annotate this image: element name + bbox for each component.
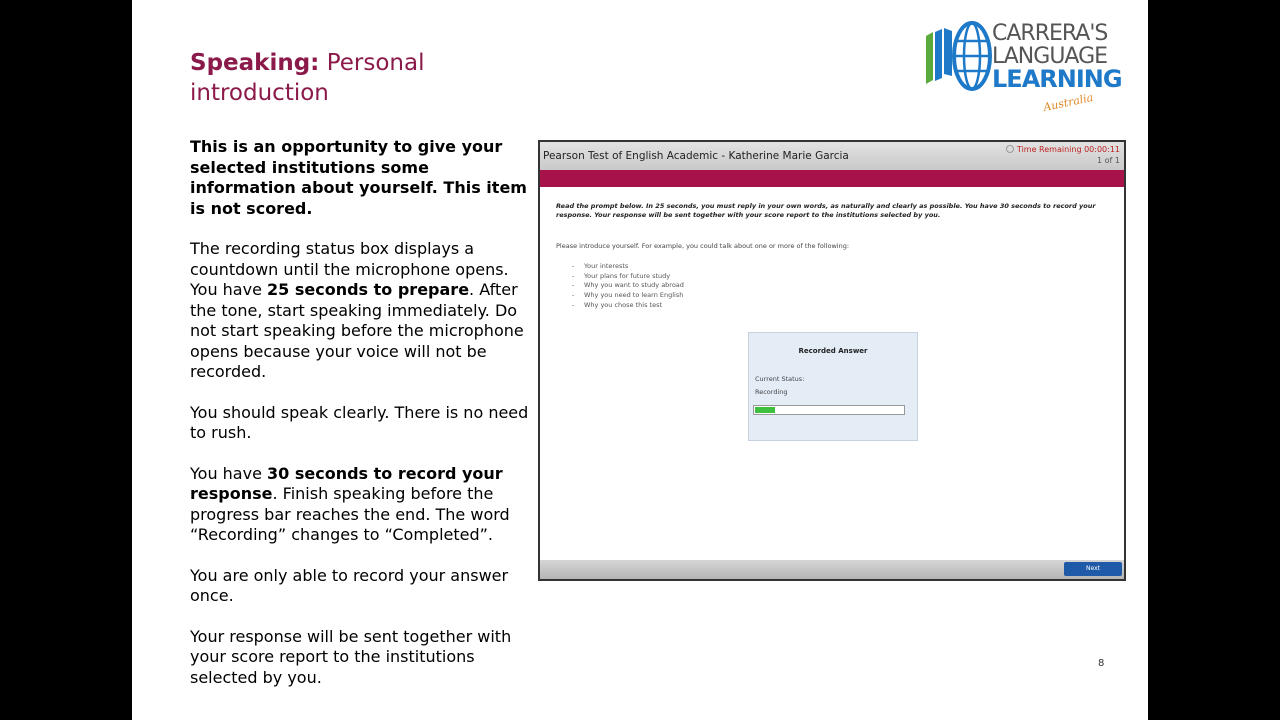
test-prompt: Please introduce yourself. For example, you could talk about one or more of the following: bbox=[556, 242, 850, 250]
slide-body bbox=[190, 137, 535, 708]
recorded-answer-box bbox=[748, 332, 918, 441]
list-item: - Why you need to learn English bbox=[584, 291, 684, 301]
topic-list bbox=[584, 262, 684, 311]
test-footer bbox=[540, 560, 1124, 579]
list-item: - Why you chose this test bbox=[584, 301, 684, 311]
page-title bbox=[190, 48, 550, 108]
clarity-paragraph: You should speak clearly. There is no need to rush. bbox=[190, 402, 529, 442]
title-rest: Personal bbox=[326, 50, 425, 76]
test-screenshot bbox=[538, 140, 1126, 581]
recording-progress-fill bbox=[755, 407, 775, 413]
test-instructions: Read the prompt below. In 25 seconds, you must reply in your own words, as naturally and clearly as possible. You have 30 seconds to record your response. Your response will be sent together with your score report to the institutions selected by you. bbox=[556, 202, 1096, 219]
record-paragraph: You have 30 seconds to record your response. Finish speaking before the progress bar reaches the end. The word “Recording” changes to “Completed”. bbox=[190, 463, 510, 544]
carreras-logo bbox=[924, 18, 1122, 123]
test-header bbox=[540, 142, 1124, 170]
globe-icon bbox=[950, 21, 994, 91]
logo-line-3: LEARNING bbox=[992, 65, 1122, 93]
status-text: Recording bbox=[755, 388, 788, 396]
recording-progress-bar bbox=[753, 405, 905, 415]
test-title: Pearson Test of English Academic - Katherine Marie Garcia bbox=[543, 150, 849, 162]
title-rest-line2: introduction bbox=[190, 80, 329, 106]
intro-paragraph: This is an opportunity to give your selected institutions some information about yourself. This item is not scored. bbox=[190, 137, 527, 218]
title-bold: Speaking: bbox=[190, 50, 320, 76]
logo-signature: Australia bbox=[1042, 90, 1095, 115]
recorder-title: Recorded Answer bbox=[798, 347, 868, 355]
list-item: - Why you want to study abroad bbox=[584, 281, 684, 291]
accent-bar bbox=[540, 170, 1124, 187]
clock-icon bbox=[1006, 145, 1014, 153]
page-number: 8 bbox=[1098, 658, 1105, 669]
item-count: 1 of 1 bbox=[1097, 156, 1120, 165]
next-button[interactable]: Next bbox=[1064, 562, 1122, 576]
sent-paragraph: Your response will be sent together with your score report to the institutions selected by you. bbox=[190, 626, 512, 687]
status-label: Current Status: bbox=[755, 375, 805, 383]
logo-line-1: CARRERA'S bbox=[992, 21, 1108, 46]
prepare-paragraph: The recording status box displays a countdown until the microphone opens. You have 25 seconds to prepare. After the tone, start speaking immediately. Do not start speaking before the microphone opens because your voice will not be recorded. bbox=[190, 239, 524, 381]
list-item: - Your plans for future study bbox=[584, 272, 684, 282]
slide bbox=[132, 0, 1148, 720]
logo-line-2: LANGUAGE bbox=[992, 44, 1108, 69]
once-paragraph: You are only able to record your answer once. bbox=[190, 565, 509, 605]
list-item: - Your interests bbox=[584, 262, 684, 272]
time-remaining: Time Remaining 00:00:11 bbox=[1006, 145, 1120, 154]
